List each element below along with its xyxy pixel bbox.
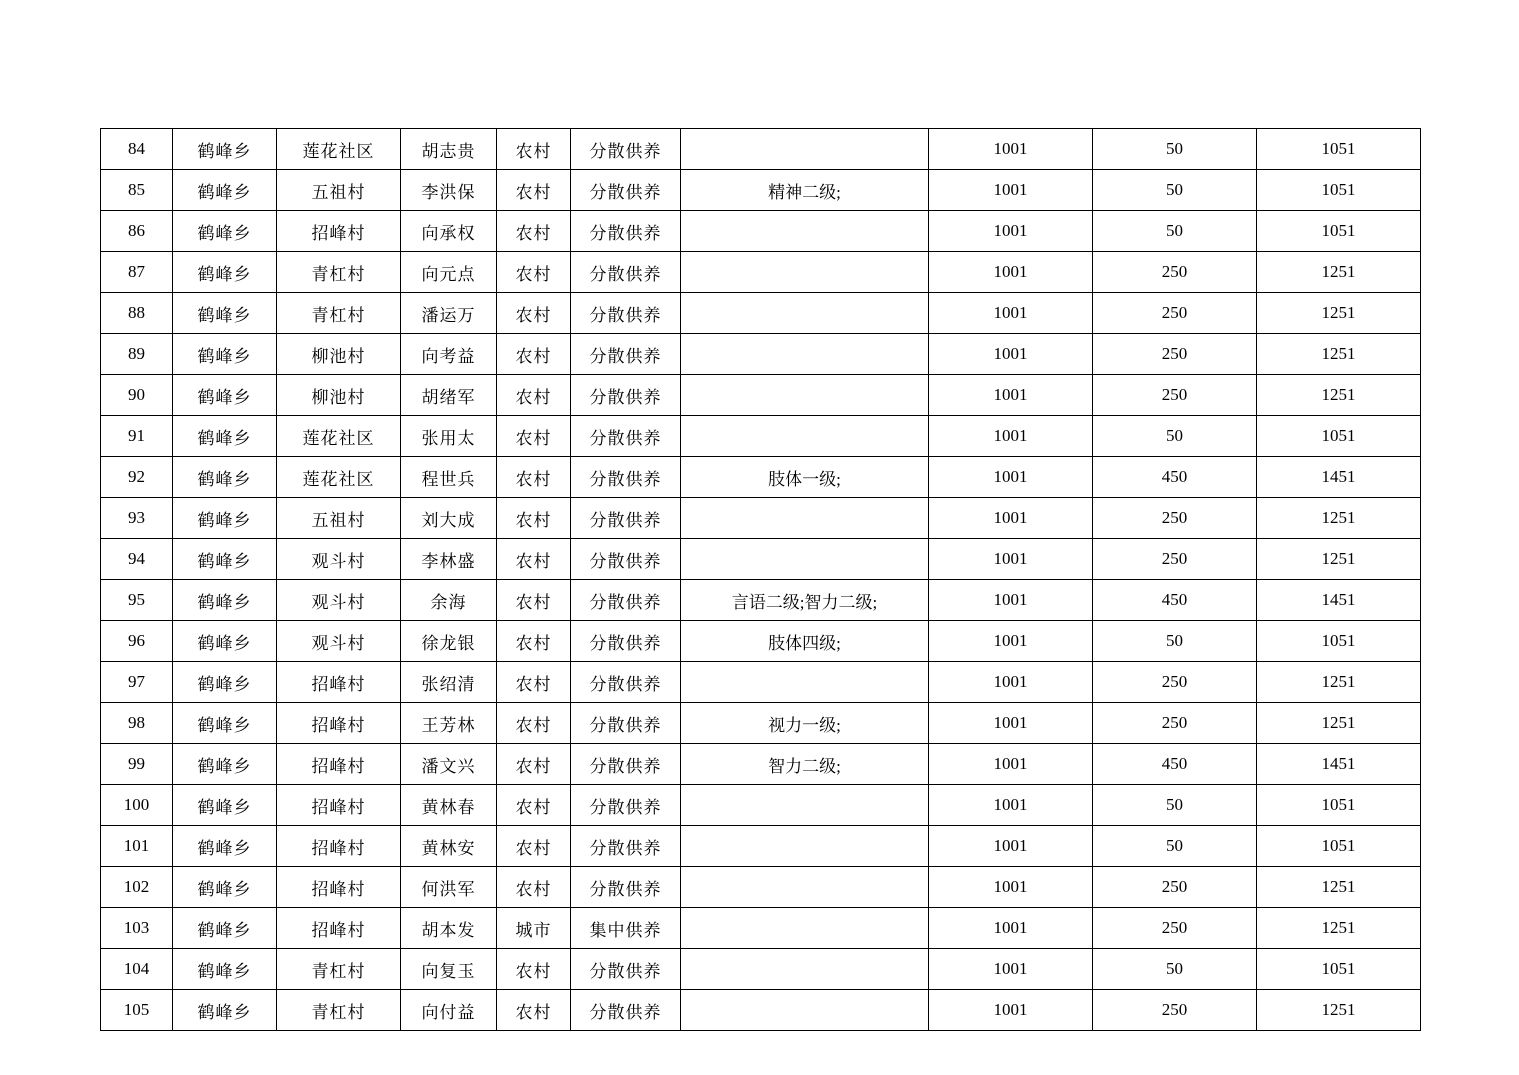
row-care-allowance: 50 [1093,621,1257,662]
row-index: 94 [101,539,173,580]
row-disability [681,867,929,908]
row-disability [681,334,929,375]
row-disability [681,129,929,170]
row-person-name: 向考益 [401,334,497,375]
row-index: 97 [101,662,173,703]
row-disability: 视力一级; [681,703,929,744]
table-row [101,129,1421,170]
row-basic-allowance: 1001 [929,744,1093,785]
row-town: 鹤峰乡 [173,375,277,416]
row-town: 鹤峰乡 [173,703,277,744]
row-disability: 精神二级; [681,170,929,211]
row-basic-allowance: 1001 [929,293,1093,334]
row-total: 1251 [1257,375,1421,416]
row-household-type: 农村 [497,498,571,539]
row-total: 1051 [1257,826,1421,867]
row-care-allowance: 450 [1093,744,1257,785]
row-total: 1251 [1257,908,1421,949]
row-basic-allowance: 1001 [929,457,1093,498]
row-village: 莲花社区 [277,416,401,457]
row-person-name: 胡本发 [401,908,497,949]
row-household-type: 农村 [497,129,571,170]
row-total: 1051 [1257,785,1421,826]
row-disability [681,785,929,826]
row-person-name: 黄林安 [401,826,497,867]
row-care-allowance: 50 [1093,170,1257,211]
table-row [101,416,1421,457]
row-town: 鹤峰乡 [173,990,277,1031]
row-total: 1051 [1257,621,1421,662]
row-town: 鹤峰乡 [173,539,277,580]
table-row [101,211,1421,252]
row-basic-allowance: 1001 [929,375,1093,416]
row-village: 招峰村 [277,703,401,744]
row-town: 鹤峰乡 [173,129,277,170]
row-village: 观斗村 [277,621,401,662]
row-household-type: 农村 [497,211,571,252]
row-person-name: 潘运万 [401,293,497,334]
row-town: 鹤峰乡 [173,826,277,867]
row-village: 五祖村 [277,170,401,211]
table-row [101,990,1421,1031]
row-household-type: 农村 [497,826,571,867]
row-care-allowance: 250 [1093,662,1257,703]
row-town: 鹤峰乡 [173,252,277,293]
row-household-type: 农村 [497,662,571,703]
table-container [100,128,1420,1031]
row-total: 1451 [1257,580,1421,621]
row-care-allowance: 50 [1093,785,1257,826]
row-village: 观斗村 [277,539,401,580]
row-town: 鹤峰乡 [173,416,277,457]
row-disability [681,908,929,949]
row-disability [681,990,929,1031]
row-index: 84 [101,129,173,170]
row-basic-allowance: 1001 [929,867,1093,908]
row-index: 90 [101,375,173,416]
row-index: 99 [101,744,173,785]
row-index: 101 [101,826,173,867]
table-row [101,908,1421,949]
table-row [101,621,1421,662]
row-support-type: 分散供养 [571,416,681,457]
row-disability [681,662,929,703]
row-person-name: 向复玉 [401,949,497,990]
row-household-type: 农村 [497,990,571,1031]
row-total: 1251 [1257,252,1421,293]
row-total: 1051 [1257,416,1421,457]
row-support-type: 分散供养 [571,990,681,1031]
row-care-allowance: 250 [1093,867,1257,908]
row-care-allowance: 450 [1093,457,1257,498]
row-disability [681,252,929,293]
table-row [101,826,1421,867]
table-row [101,457,1421,498]
row-support-type: 分散供养 [571,293,681,334]
row-village: 招峰村 [277,867,401,908]
row-household-type: 农村 [497,375,571,416]
row-total: 1451 [1257,457,1421,498]
row-basic-allowance: 1001 [929,539,1093,580]
row-index: 86 [101,211,173,252]
row-village: 青杠村 [277,949,401,990]
row-household-type: 农村 [497,580,571,621]
row-index: 104 [101,949,173,990]
row-support-type: 分散供养 [571,334,681,375]
table-row [101,703,1421,744]
row-total: 1051 [1257,949,1421,990]
row-town: 鹤峰乡 [173,580,277,621]
row-support-type: 分散供养 [571,826,681,867]
row-care-allowance: 250 [1093,498,1257,539]
row-person-name: 余海 [401,580,497,621]
row-person-name: 张绍清 [401,662,497,703]
row-index: 96 [101,621,173,662]
row-disability [681,293,929,334]
table-body [101,129,1421,1031]
row-person-name: 王芳林 [401,703,497,744]
row-town: 鹤峰乡 [173,621,277,662]
table-row [101,785,1421,826]
row-support-type: 集中供养 [571,908,681,949]
row-basic-allowance: 1001 [929,990,1093,1031]
row-index: 91 [101,416,173,457]
row-support-type: 分散供养 [571,703,681,744]
row-household-type: 农村 [497,867,571,908]
row-basic-allowance: 1001 [929,211,1093,252]
row-disability: 智力二级; [681,744,929,785]
row-basic-allowance: 1001 [929,949,1093,990]
row-disability: 言语二级;智力二级; [681,580,929,621]
row-village: 莲花社区 [277,457,401,498]
row-village: 招峰村 [277,785,401,826]
row-total: 1051 [1257,129,1421,170]
row-person-name: 刘大成 [401,498,497,539]
row-household-type: 农村 [497,703,571,744]
row-index: 85 [101,170,173,211]
row-support-type: 分散供养 [571,539,681,580]
row-village: 观斗村 [277,580,401,621]
row-care-allowance: 250 [1093,375,1257,416]
row-town: 鹤峰乡 [173,785,277,826]
row-village: 柳池村 [277,375,401,416]
row-support-type: 分散供养 [571,621,681,662]
row-support-type: 分散供养 [571,129,681,170]
row-town: 鹤峰乡 [173,293,277,334]
row-basic-allowance: 1001 [929,621,1093,662]
row-person-name: 徐龙银 [401,621,497,662]
row-support-type: 分散供养 [571,457,681,498]
row-support-type: 分散供养 [571,867,681,908]
row-care-allowance: 250 [1093,908,1257,949]
row-support-type: 分散供养 [571,252,681,293]
row-household-type: 农村 [497,785,571,826]
row-village: 招峰村 [277,826,401,867]
row-person-name: 李洪保 [401,170,497,211]
row-support-type: 分散供养 [571,498,681,539]
row-support-type: 分散供养 [571,785,681,826]
row-town: 鹤峰乡 [173,744,277,785]
row-care-allowance: 250 [1093,334,1257,375]
row-town: 鹤峰乡 [173,170,277,211]
row-disability: 肢体四级; [681,621,929,662]
row-total: 1451 [1257,744,1421,785]
row-care-allowance: 50 [1093,826,1257,867]
row-town: 鹤峰乡 [173,867,277,908]
row-care-allowance: 450 [1093,580,1257,621]
row-basic-allowance: 1001 [929,580,1093,621]
row-care-allowance: 50 [1093,129,1257,170]
row-household-type: 农村 [497,252,571,293]
row-disability: 肢体一级; [681,457,929,498]
row-basic-allowance: 1001 [929,662,1093,703]
row-household-type: 农村 [497,539,571,580]
row-support-type: 分散供养 [571,662,681,703]
row-village: 柳池村 [277,334,401,375]
row-town: 鹤峰乡 [173,211,277,252]
row-disability [681,498,929,539]
row-index: 100 [101,785,173,826]
row-disability [681,211,929,252]
row-index: 92 [101,457,173,498]
table-row [101,334,1421,375]
row-household-type: 农村 [497,334,571,375]
row-town: 鹤峰乡 [173,662,277,703]
row-household-type: 城市 [497,908,571,949]
row-support-type: 分散供养 [571,744,681,785]
row-total: 1051 [1257,211,1421,252]
row-household-type: 农村 [497,416,571,457]
row-support-type: 分散供养 [571,170,681,211]
row-village: 青杠村 [277,990,401,1031]
row-village: 招峰村 [277,211,401,252]
row-support-type: 分散供养 [571,375,681,416]
row-disability [681,539,929,580]
row-disability [681,826,929,867]
row-town: 鹤峰乡 [173,457,277,498]
row-index: 89 [101,334,173,375]
row-person-name: 向元点 [401,252,497,293]
row-village: 青杠村 [277,252,401,293]
row-care-allowance: 250 [1093,252,1257,293]
row-household-type: 农村 [497,949,571,990]
row-basic-allowance: 1001 [929,703,1093,744]
row-index: 102 [101,867,173,908]
row-index: 95 [101,580,173,621]
row-total: 1251 [1257,990,1421,1031]
row-disability [681,949,929,990]
row-support-type: 分散供养 [571,580,681,621]
row-basic-allowance: 1001 [929,129,1093,170]
row-person-name: 向承权 [401,211,497,252]
row-index: 98 [101,703,173,744]
row-town: 鹤峰乡 [173,334,277,375]
row-person-name: 何洪军 [401,867,497,908]
table-row [101,375,1421,416]
row-index: 105 [101,990,173,1031]
row-household-type: 农村 [497,293,571,334]
row-village: 招峰村 [277,744,401,785]
row-person-name: 张用太 [401,416,497,457]
row-disability [681,416,929,457]
row-person-name: 向付益 [401,990,497,1031]
row-basic-allowance: 1001 [929,826,1093,867]
subsidy-table [100,128,1421,1031]
row-person-name: 李林盛 [401,539,497,580]
row-household-type: 农村 [497,457,571,498]
table-row [101,744,1421,785]
table-row [101,539,1421,580]
table-row [101,293,1421,334]
row-care-allowance: 50 [1093,416,1257,457]
row-index: 103 [101,908,173,949]
table-row [101,252,1421,293]
row-village: 莲花社区 [277,129,401,170]
table-row [101,170,1421,211]
row-care-allowance: 250 [1093,703,1257,744]
row-basic-allowance: 1001 [929,498,1093,539]
table-row [101,867,1421,908]
row-basic-allowance: 1001 [929,416,1093,457]
row-person-name: 潘文兴 [401,744,497,785]
table-row [101,949,1421,990]
row-village: 五祖村 [277,498,401,539]
row-care-allowance: 250 [1093,539,1257,580]
row-index: 87 [101,252,173,293]
row-person-name: 胡志贵 [401,129,497,170]
table-row [101,662,1421,703]
row-total: 1251 [1257,662,1421,703]
table-row [101,580,1421,621]
row-total: 1251 [1257,703,1421,744]
row-care-allowance: 50 [1093,211,1257,252]
row-basic-allowance: 1001 [929,785,1093,826]
row-basic-allowance: 1001 [929,170,1093,211]
row-support-type: 分散供养 [571,949,681,990]
row-person-name: 黄林春 [401,785,497,826]
row-disability [681,375,929,416]
table-row [101,498,1421,539]
row-village: 招峰村 [277,662,401,703]
row-village: 招峰村 [277,908,401,949]
row-total: 1251 [1257,293,1421,334]
row-total: 1051 [1257,170,1421,211]
row-care-allowance: 250 [1093,990,1257,1031]
row-person-name: 胡绪军 [401,375,497,416]
row-household-type: 农村 [497,744,571,785]
row-household-type: 农村 [497,621,571,662]
row-person-name: 程世兵 [401,457,497,498]
row-care-allowance: 250 [1093,293,1257,334]
row-basic-allowance: 1001 [929,334,1093,375]
row-index: 88 [101,293,173,334]
row-care-allowance: 50 [1093,949,1257,990]
row-index: 93 [101,498,173,539]
row-village: 青杠村 [277,293,401,334]
row-total: 1251 [1257,539,1421,580]
row-total: 1251 [1257,334,1421,375]
row-basic-allowance: 1001 [929,252,1093,293]
row-town: 鹤峰乡 [173,908,277,949]
row-town: 鹤峰乡 [173,949,277,990]
row-household-type: 农村 [497,170,571,211]
row-basic-allowance: 1001 [929,908,1093,949]
row-support-type: 分散供养 [571,211,681,252]
row-total: 1251 [1257,867,1421,908]
row-total: 1251 [1257,498,1421,539]
row-town: 鹤峰乡 [173,498,277,539]
